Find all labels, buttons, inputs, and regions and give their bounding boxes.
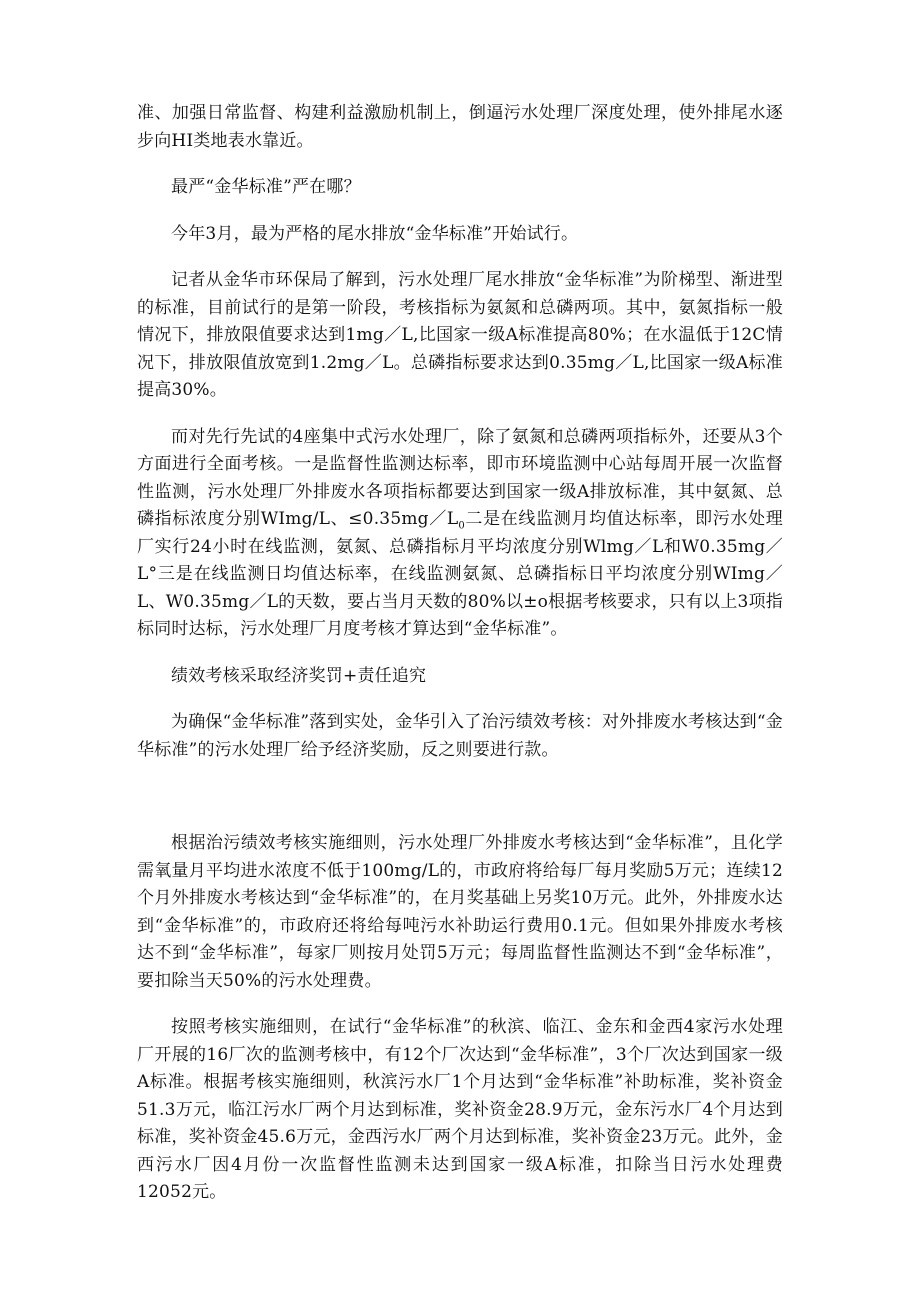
blank-gap xyxy=(137,783,783,830)
paragraph-continuation: 准、加强日常监督、构建利益激励机制上，倒逼污水处理厂深度处理，使外排尾水逐步向HI类地表水靠近。 xyxy=(137,103,783,151)
paragraph-three-assessments xyxy=(137,424,783,644)
paragraph-incentive-intro: 为确保“金华标准”落到实处，金华引入了治污绩效考核：对外排废水考核达到“金华标准”的污水处理厂给予经济奖励，反之则要进行款。 xyxy=(137,712,783,760)
paragraph-standard-details: 记者从金华市环保局了解到，污水处理厂尾水排放“金华标准”为阶梯型、渐进型的标准，目前试行的是第一阶段，考核指标为氨氮和总磷两项。其中，氨氮指标一般情况下，排放限值要求达到1mg／L,比国家一级A标准提高80%；在水温低于12C情况下，排放限值放宽到1.2mg／L。总磷指标要求达到0.35mg／L,比国家一级A标准提高30%。 xyxy=(137,270,783,400)
section-heading-strictest-standard: 最严“金华标准”严在哪？ xyxy=(171,177,361,197)
paragraph-trial-start: 今年3月，最为严格的尾水排放“金华标准”开始试行。 xyxy=(171,223,579,244)
assessment-part-one: 而对先行先试的4座集中式污水处理厂，除了氨氮和总磷两项指标外，还要从3个方面进行全面考核。一是监督性监测达标率，即市环境监测中心站每周开展一次监督性监测，污水处理厂外排废水各项指标都要达到国家一级A排放标准，其中氨氮、总磷指标浓度分别WImg/L、≤0.35mg／L xyxy=(137,426,783,529)
paragraph-reward-rules: 根据治污绩效考核实施细则，污水处理厂外排废水考核达到“金华标准”，且化学需氧量月平均进水浓度不低于100mg/L的，市政府将给每厂每月奖励5万元；连续12个月外排废水考核达到“金华标准”的，在月奖基础上另奖10万元。此外，外排废水达到“金华标准”的，市政府还将给每吨污水补助运行费用0.1元。但如果外排废水考核达不到“金华标准”，每家厂则按月处罚5万元；每周监督性监测达不到“金华标准”，要扣除当天50%的污水处理费。 xyxy=(137,833,783,991)
subscript-zero: 0 xyxy=(458,520,465,532)
assessment-part-two: 二是在线监测月均值达标率，即污水处理厂实行24小时在线监测，氨氮、总磷指标月平均浓度分别Wlmg／L和W0.35mg／L°三是在线监测日均值达标率，在线监测氨氮、总磷指标日平均浓度分别WImg／L、W0.35mg／L的天数，要占当月天数的80%以±o根据考核要求，只有以上3项指标同时达标，污水处理厂月度考核才算达到“金华标准”。 xyxy=(137,509,783,639)
paragraph-trial-results: 按照考核实施细则，在试行“金华标准”的秋滨、临江、金东和金西4家污水处理厂开展的16厂次的监测考核中，有12个厂次达到“金华标准”，3个厂次达到国家一级A标准。根据考核实施细则，秋滨污水厂1个月达到“金华标准”补助标准，奖补资金51.3万元，临江污水厂两个月达到标准，奖补资金28.9万元，金东污水厂4个月达到标准，奖补资金45.6万元，金西污水厂两个月达到标准，奖补资金23万元。此外，金西污水厂因4月份一次监督性监测未达到国家一级A标准，扣除当日污水处理费12052元。 xyxy=(137,1017,783,1202)
article-body xyxy=(137,100,783,1226)
section-heading-performance-assessment: 绩效考核采取经济奖罚+责任追究 xyxy=(171,665,427,686)
